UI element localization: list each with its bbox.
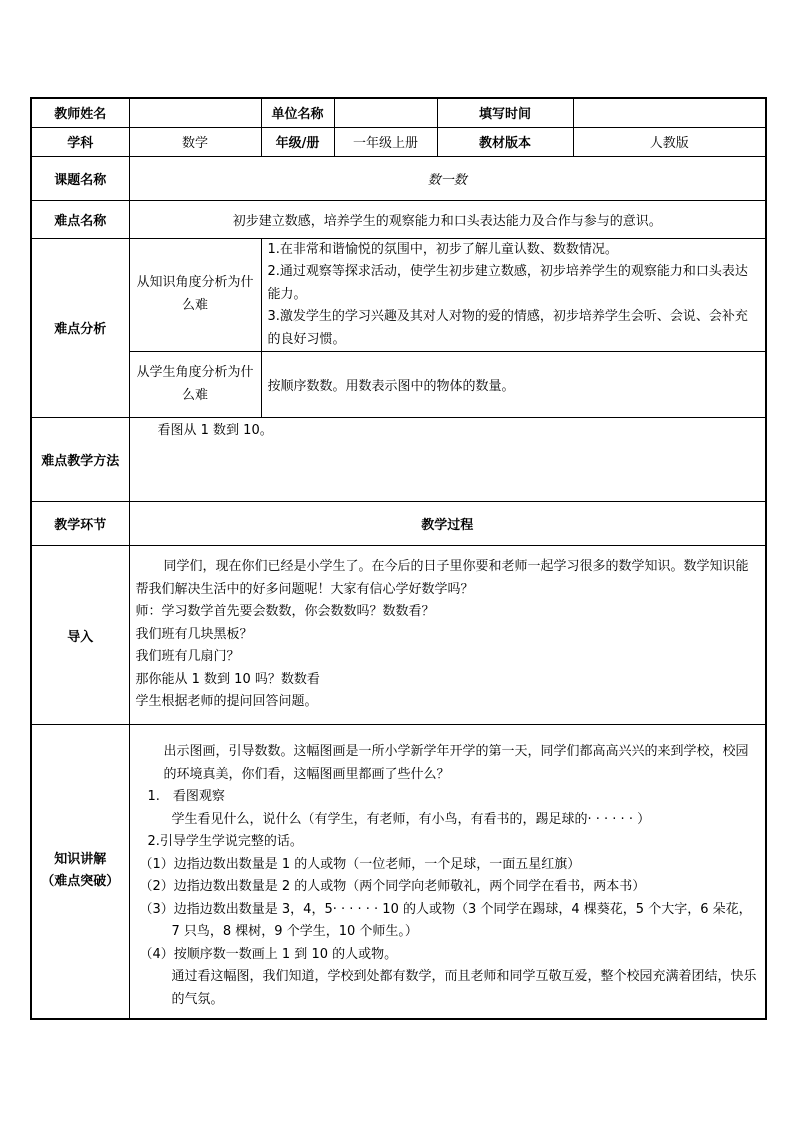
knowledge-item: 1.在非常和谐愉悦的氛围中，初步了解儿童认数、数数情况。 bbox=[267, 241, 618, 257]
row-subject-info bbox=[31, 127, 766, 156]
unit-value[interactable] bbox=[334, 98, 437, 127]
method-label: 难点教学方法 bbox=[31, 418, 129, 502]
edition-value: 人教版 bbox=[573, 127, 766, 156]
date-value[interactable] bbox=[573, 98, 766, 127]
subject-value: 数学 bbox=[129, 127, 261, 156]
lesson-title-value: 数一数 bbox=[129, 156, 766, 200]
knowledge-label-line1: 知识讲解 bbox=[54, 851, 107, 867]
teacher-name-value[interactable] bbox=[129, 98, 261, 127]
row-intro bbox=[31, 546, 766, 725]
row-method bbox=[31, 418, 766, 502]
grade-label: 年级/册 bbox=[261, 127, 334, 156]
unit-label: 单位名称 bbox=[261, 98, 334, 127]
row-knowledge bbox=[31, 725, 766, 1019]
student-angle-value: 按顺序数数。用数表示图中的物体的数量。 bbox=[261, 352, 766, 418]
step2-item: （3）边指边数出数量是 3，4，5· · · · · · 10 的人或物（3 个同学在踢球，4 棵葵花，5 个大字，6 朵花，7 只鸟，8 棵树，9 个学生，10 个师生。） bbox=[139, 901, 752, 940]
intro-line: 我们班有几扇门？ bbox=[135, 649, 240, 665]
knowledge-angle-content bbox=[261, 238, 766, 352]
intro-line: 那你能从 1 数到 10 吗？数数看 bbox=[135, 671, 320, 687]
step2-item: （4）按顺序数一数画上 1 到 10 的人或物。 bbox=[139, 946, 398, 962]
difficulty-label: 难点名称 bbox=[31, 200, 129, 238]
process-label: 教学过程 bbox=[129, 502, 766, 546]
date-label: 填写时间 bbox=[437, 98, 573, 127]
method-value: 看图从 1 数到 10。 bbox=[129, 418, 766, 502]
knowledge-label-line2: （难点突破） bbox=[41, 874, 120, 890]
knowledge-angle-label: 从知识角度分析为什么难 bbox=[129, 238, 261, 352]
student-angle-label: 从学生角度分析为什么难 bbox=[129, 352, 261, 418]
intro-label: 导入 bbox=[31, 546, 129, 725]
knowledge-conclusion: 通过看这幅图，我们知道，学校到处都有数学，而且老师和同学互敬互爱，整个校园充满着团结，快乐的气氛。 bbox=[171, 969, 757, 1007]
intro-line: 学生根据老师的提问回答问题。 bbox=[135, 694, 318, 710]
knowledge-label bbox=[31, 725, 129, 1019]
grade-value: 一年级上册 bbox=[334, 127, 437, 156]
difficulty-value: 初步建立数感，培养学生的观察能力和口头表达能力及合作与参与的意识。 bbox=[129, 200, 766, 238]
stage-label: 教学环节 bbox=[31, 502, 129, 546]
intro-content bbox=[129, 546, 766, 725]
knowledge-content bbox=[129, 725, 766, 1019]
row-analysis-student bbox=[31, 352, 766, 418]
row-difficulty bbox=[31, 200, 766, 238]
row-teacher-info bbox=[31, 98, 766, 127]
subject-label: 学科 bbox=[31, 127, 129, 156]
step2-item: （2）边指边数出数量是 2 的人或物（两个同学向老师敬礼，两个同学在看书，两本书） bbox=[139, 879, 646, 895]
row-analysis-knowledge bbox=[31, 238, 766, 352]
analysis-label: 难点分析 bbox=[31, 238, 129, 418]
lesson-plan-table bbox=[30, 97, 767, 1020]
row-lesson-title bbox=[31, 156, 766, 200]
edition-label: 教材版本 bbox=[437, 127, 573, 156]
lesson-title-label: 课题名称 bbox=[31, 156, 129, 200]
knowledge-item: 3.激发学生的学习兴趣及其对人对物的爱的情感，初步培养学生会听、会说、会补充的良好习惯。 bbox=[267, 309, 748, 347]
teacher-name-label: 教师姓名 bbox=[31, 98, 129, 127]
knowledge-item: 2.通过观察等探求活动，使学生初步建立数感，初步培养学生的观察能力和口头表达能力。 bbox=[267, 264, 748, 302]
row-process-header bbox=[31, 502, 766, 546]
intro-line: 同学们，现在你们已经是小学生了。在今后的日子里你要和老师一起学习很多的数学知识。数学知识能帮我们解决生活中的好多问题呢！大家有信心学好数学吗？ bbox=[135, 559, 749, 597]
step1-title: 1. 看图观察 bbox=[147, 789, 225, 805]
intro-line: 师：学习数学首先要会数数，你会数数吗？数数看？ bbox=[135, 604, 435, 620]
step2-item: （1）边指边数出数量是 1 的人或物（一位老师，一个足球，一面五星红旗） bbox=[139, 856, 581, 872]
step1-body: 学生看见什么，说什么（有学生，有老师，有小鸟，有看书的，踢足球的· · · · · · ） bbox=[171, 811, 651, 827]
intro-line: 我们班有几块黑板？ bbox=[135, 626, 253, 642]
knowledge-intro: 出示图画，引导数数。这幅图画是一所小学新学年开学的第一天，同学们都高高兴兴的来到学校，校园的环境真美，你们看，这幅图画里都画了些什么？ bbox=[163, 744, 749, 782]
step2-title: 2.引导学生学说完整的话。 bbox=[147, 834, 303, 850]
